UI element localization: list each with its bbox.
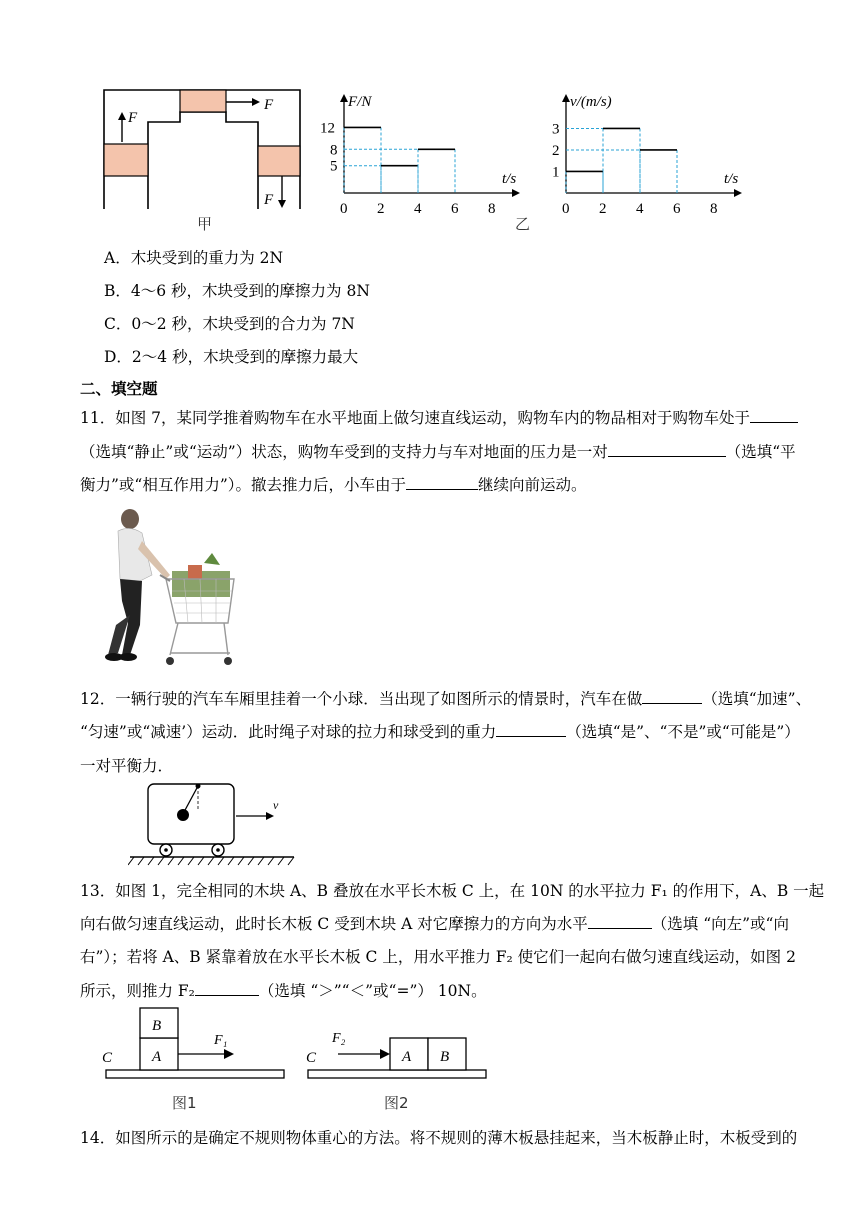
- velocity-graph-x-tick: 2: [599, 201, 607, 214]
- q11-blank-3[interactable]: [406, 475, 478, 490]
- svg-text:F₁: F₁: [214, 1033, 228, 1048]
- q11-blank-1[interactable]: [750, 408, 798, 423]
- q11-text-3a: 衡力”或“相互作用力”）。撤去推力后，小车由于: [80, 476, 407, 494]
- q11-text-3b: 继续向前运动。: [478, 476, 587, 494]
- q13-text-4a: 所示，则推力 F₂: [80, 982, 195, 1000]
- velocity-graph-y-tick: 3: [552, 121, 560, 138]
- velocity-graph-x-tick: 0: [562, 201, 570, 214]
- block-left: [104, 144, 148, 176]
- q12-blank-2[interactable]: [496, 722, 566, 737]
- force-label-top: F: [264, 97, 274, 113]
- q12-text-2b: （选填“是”、“不是”或“可能是”）: [566, 723, 800, 741]
- velocity-graph-x-tick: 6: [673, 201, 681, 214]
- graph-velocity-time: [540, 86, 750, 214]
- force-graph-y-tick: 12: [320, 120, 335, 137]
- car-pendulum-figure: [128, 780, 298, 870]
- svg-text:A: A: [402, 1049, 412, 1065]
- force-graph-y-tick: 8: [330, 142, 338, 159]
- svg-text:B: B: [440, 1049, 450, 1065]
- q12-text-1b: （选填“加速”、: [702, 690, 812, 708]
- q14-text-1: 14．如图所示的是确定不规则物体重心的方法。将不规则的薄木板悬挂起来，当木板静止时，木板受到的: [80, 1129, 798, 1147]
- force-graph-y-arrow: [340, 94, 348, 102]
- option-d: D．2～4 秒，木块受到的摩擦力最大: [104, 348, 359, 366]
- q12-text-2a: “匀速”或“减速’）运动．此时绳子对球的拉力和球受到的重力: [80, 723, 497, 741]
- force-graph-x-tick: 8: [488, 201, 496, 214]
- q13-line-3: [80, 947, 820, 967]
- q12-line-3: [80, 756, 820, 776]
- q11-text-1: 11．如图 7，某同学推着购物车在水平地面上做匀速直线运动，购物车内的物品相对于购物车处于: [80, 409, 751, 427]
- block-top: [180, 90, 226, 112]
- q11-line-2: [80, 442, 820, 462]
- q13-text-3: 右”）；若将 A、B 紧靠着放在水平长木板 C 上，用水平推力 F₂ 使它们一起向右做匀速直线运动，如图 2: [80, 948, 796, 966]
- q11-text-2a: （选填“静止”或“运动”）状态，购物车受到的支持力与车对地面的压力是一对: [80, 443, 608, 461]
- block-right: [258, 146, 300, 176]
- force-graph-x-tick: 2: [377, 201, 385, 214]
- figure-yi-label: 乙: [515, 215, 531, 233]
- q11-line-1: [80, 408, 820, 428]
- q13-text-2b: （选填 “向左”或“向: [651, 915, 789, 933]
- velocity-graph-y-tick: 2: [552, 142, 560, 159]
- q13-figure-1: [98, 1006, 288, 1084]
- fig2-caption: 图2: [384, 1094, 409, 1112]
- force-graph-y-tick: 5: [330, 158, 338, 175]
- svg-text:C: C: [102, 1050, 113, 1066]
- svg-text:C: C: [306, 1050, 317, 1066]
- fig1-caption: 图1: [172, 1094, 197, 1112]
- figure-jia: [96, 84, 306, 216]
- svg-text:F₂: F₂: [332, 1031, 346, 1046]
- force-graph-x-tick: 0: [340, 201, 348, 214]
- q14-line-1: [80, 1128, 820, 1148]
- velocity-graph-x-label: t/s: [724, 171, 739, 187]
- q13-line-2: [80, 914, 820, 934]
- q13-text-1: 13．如图 1，完全相同的木块 A、B 叠放在水平长木板 C 上，在 10N 的水平拉力 F₁ 的作用下，A、B 一起: [80, 882, 825, 900]
- q13-text-2a: 向右做匀速直线运动，此时长木板 C 受到木块 A 对它摩擦力的方向为水平: [80, 915, 588, 933]
- velocity-graph-y-tick: 1: [552, 164, 560, 181]
- force-graph-x-label: t/s: [502, 171, 517, 187]
- q13-line-4: [80, 981, 820, 1001]
- velocity-graph-x-tick: 8: [710, 201, 718, 214]
- q12-text-1a: 12．一辆行驶的汽车车厢里挂着一个小球．当出现了如图所示的情景时，汽车在做: [80, 690, 643, 708]
- option-a: A．木块受到的重力为 2N: [104, 249, 284, 267]
- force-label-left: F: [128, 110, 138, 126]
- velocity-label: v: [273, 798, 279, 812]
- q13-figure-2: [302, 1006, 492, 1084]
- q13-text-4b: （选填 “＞”“＜”或“=”） 10N。: [258, 982, 487, 1000]
- shopping-cart-person-image: [100, 505, 240, 673]
- graph-force-time: [318, 86, 530, 214]
- q13-blank-2[interactable]: [195, 981, 259, 996]
- option-c: C．0～2 秒，木块受到的合力为 7N: [104, 315, 355, 333]
- q13-line-1: [80, 881, 825, 901]
- q12-blank-1[interactable]: [642, 689, 702, 704]
- q12-line-2: [80, 722, 820, 742]
- force-graph-x-arrow: [512, 189, 520, 197]
- force-graph-y-label: F/N: [348, 94, 372, 110]
- q12-text-3: 一对平衡力．: [80, 757, 174, 775]
- force-graph-x-tick: 4: [414, 201, 422, 214]
- q11-text-2b: （选填“平: [725, 443, 796, 461]
- force-graph-x-tick: 6: [451, 201, 459, 214]
- svg-text:B: B: [152, 1018, 162, 1034]
- velocity-graph-y-label: v/(m/s): [570, 94, 612, 110]
- q11-blank-2[interactable]: [608, 442, 726, 457]
- pendulum-ball: [177, 809, 189, 821]
- figure-jia-label: 甲: [197, 215, 213, 233]
- section-title: 二、填空题: [80, 380, 158, 398]
- velocity-graph-x-tick: 4: [636, 201, 644, 214]
- svg-text:A: A: [152, 1049, 162, 1065]
- q13-blank-1[interactable]: [588, 914, 652, 929]
- force-label-right: F: [264, 192, 274, 208]
- velocity-graph-y-arrow: [562, 94, 570, 102]
- option-b: B．4～6 秒，木块受到的摩擦力为 8N: [104, 282, 370, 300]
- q11-line-3: [80, 475, 820, 495]
- velocity-graph-x-arrow: [734, 189, 742, 197]
- q12-line-1: [80, 689, 820, 709]
